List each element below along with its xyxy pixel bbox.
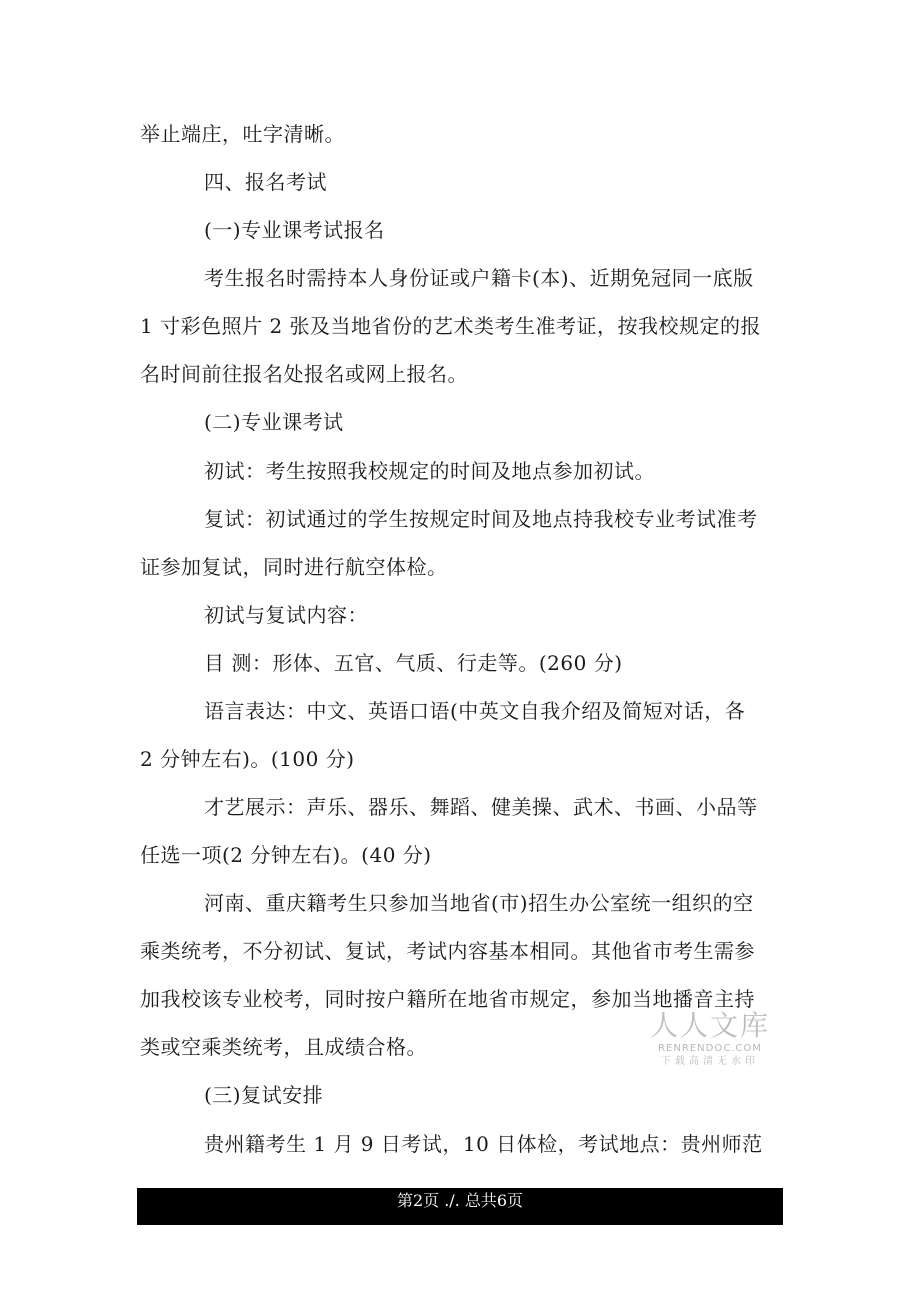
watermark-domain: RENRENDOC.COM	[658, 1043, 762, 1054]
paragraph-line: 贵州籍考生 1 月 9 日考试，10 日体检，考试地点：贵州师范	[204, 1132, 763, 1156]
section-heading: 四、报名考试	[204, 170, 327, 194]
paragraph-line: 复试：初试通过的学生按规定时间及地点持我校专业考试准考	[204, 507, 758, 531]
paragraph-line: 考生报名时需持本人身份证或户籍卡(本)、近期免冠同一底版	[204, 266, 754, 290]
paragraph-line: 河南、重庆籍考生只参加当地省(市)招生办公室统一组织的空	[204, 891, 754, 915]
paragraph-line: 加我校该专业校考，同时按户籍所在地省市规定，参加当地播音主持	[140, 987, 755, 1011]
paragraph-line: 举止端庄，吐字清晰。	[140, 122, 345, 146]
paragraph-line: 才艺展示：声乐、器乐、舞蹈、健美操、武术、书画、小品等	[204, 795, 758, 819]
watermark-tagline: 下载高清无水印	[661, 1056, 759, 1067]
paragraph-line: 名时间前往报名处报名或网上报名。	[140, 362, 468, 386]
paragraph-line: 2 分钟左右)。(100 分)	[140, 747, 355, 771]
page-number-label: 第2页 ./. 总共6页	[396, 1191, 524, 1210]
watermark	[646, 1010, 774, 1068]
paragraph-line: 任选一项(2 分钟左右)。(40 分)	[140, 843, 432, 867]
watermark-logo: 人人文库	[649, 1009, 770, 1042]
paragraph-line: 乘类统考，不分初试、复试，考试内容基本相同。其他省市考生需参	[140, 939, 755, 963]
subsection-heading: (二)专业课考试	[204, 410, 344, 434]
subsection-heading: (三)复试安排	[204, 1083, 324, 1107]
paragraph-line: 证参加复试，同时进行航空体检。	[140, 555, 448, 579]
page-footer-bar	[137, 1188, 783, 1225]
paragraph-line: 类或空乘类统考，且成绩合格。	[140, 1035, 427, 1059]
paragraph-line: 初试：考生按照我校规定的时间及地点参加初试。	[204, 459, 655, 483]
subsection-heading: (一)专业课考试报名	[204, 218, 385, 242]
paragraph-line: 1 寸彩色照片 2 张及当地省份的艺术类考生准考证，按我校规定的报	[140, 314, 762, 338]
paragraph-line: 初试与复试内容：	[204, 603, 368, 627]
paragraph-line: 语言表达：中文、英语口语(中英文自我介绍及简短对话，各	[204, 699, 746, 723]
paragraph-line: 目 测：形体、五官、气质、行走等。(260 分)	[204, 651, 623, 675]
